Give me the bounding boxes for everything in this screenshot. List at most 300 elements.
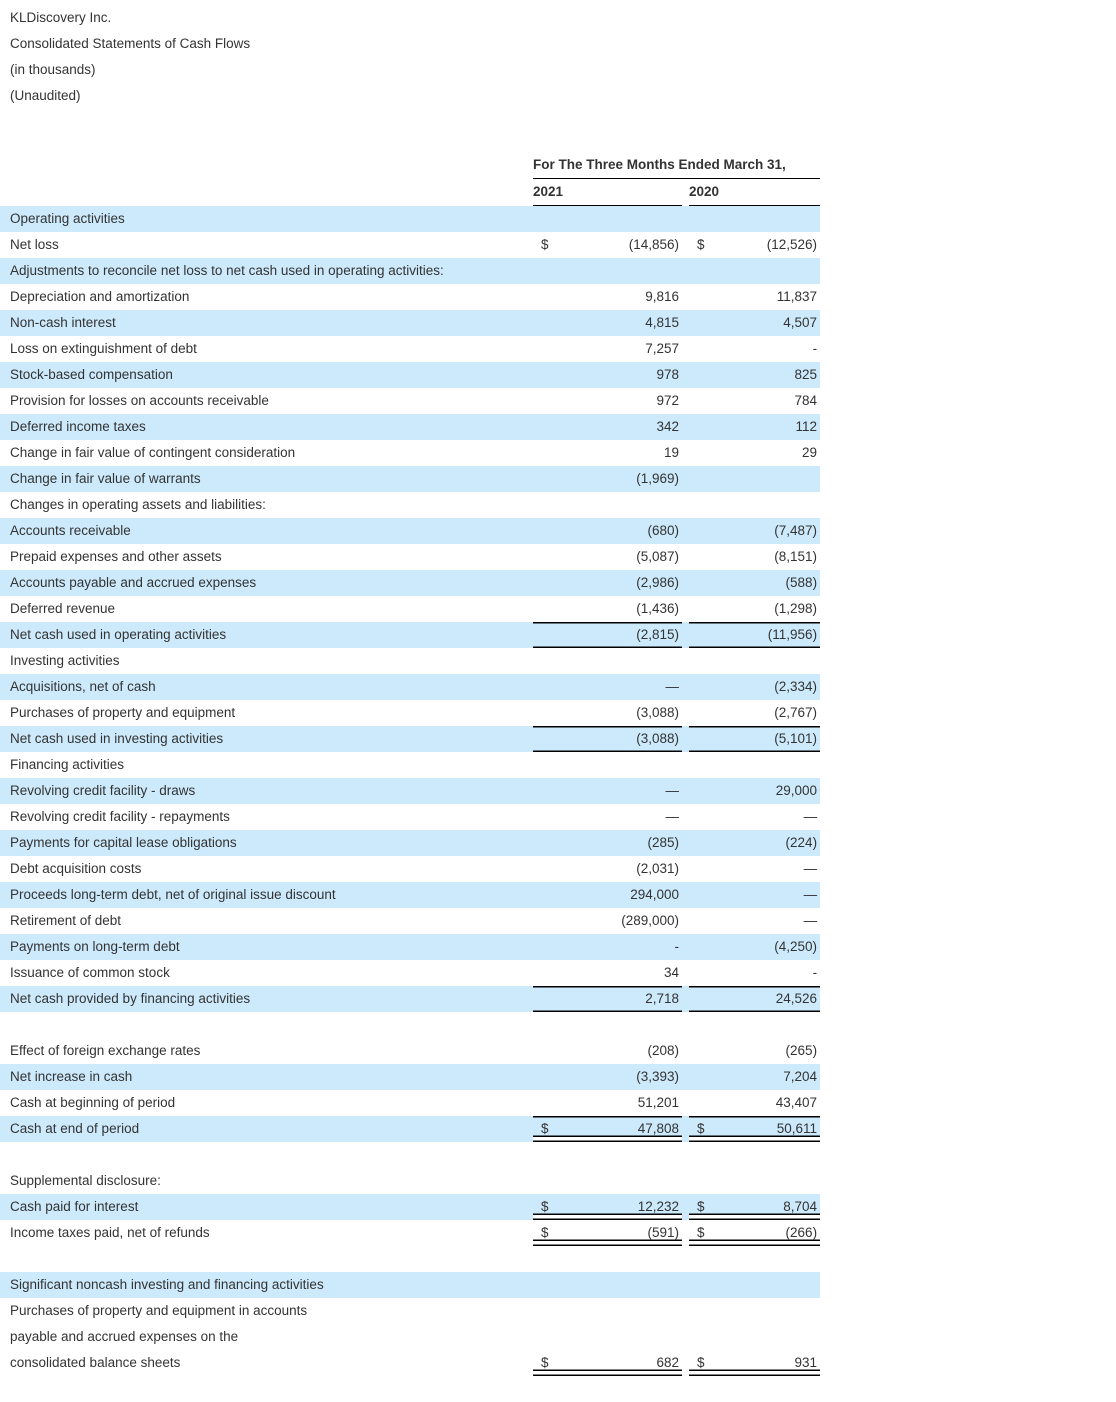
currency-symbol-2021 [533,492,559,518]
value-2021: — [559,804,682,830]
column-gap [682,310,689,336]
row-tail [820,544,1116,570]
value-2020: (2,334) [715,674,820,700]
value-2021: (3,393) [559,1064,682,1090]
value-2021 [559,648,682,674]
row-tail [820,778,1116,804]
row-label: Supplemental disclosure: [0,1168,533,1194]
value-2021 [559,258,682,284]
value-2020 [715,206,820,233]
column-gap [682,882,689,908]
spacer-row [0,1246,1116,1272]
row-label: Net increase in cash [0,1064,533,1090]
value-2021 [559,1168,682,1194]
currency-symbol-2021 [533,1038,559,1064]
value-2020: 43,407 [715,1090,820,1116]
column-gap [682,856,689,882]
value-2020: 784 [715,388,820,414]
currency-symbol-2021 [533,362,559,388]
currency-symbol-2020 [689,830,715,856]
row-tail [820,1298,1116,1324]
row-label: Revolving credit facility - repayments [0,804,533,830]
row-label: Effect of foreign exchange rates [0,1038,533,1064]
currency-symbol-2020 [689,934,715,960]
column-gap [682,206,689,233]
row-label: Payments on long-term debt [0,934,533,960]
row-label: Significant noncash investing and financing activities [0,1272,533,1298]
value-2020: — [715,856,820,882]
value-2021 [559,1142,682,1168]
row-label: Provision for losses on accounts receivable [0,388,533,414]
currency-symbol-2021 [533,1246,559,1272]
row-tail [820,1350,1116,1376]
table-row [0,388,1116,414]
column-gap [682,1246,689,1272]
spacer-row [0,1012,1116,1038]
currency-symbol-2021 [533,1298,559,1324]
value-2021: 34 [559,960,682,986]
column-gap [682,492,689,518]
table-row [0,830,1116,856]
column-gap [682,232,689,258]
currency-symbol-2021: $ [533,1194,559,1220]
row-tail [820,830,1116,856]
row-tail [820,570,1116,596]
value-2021: (2,986) [559,570,682,596]
row-tail [820,1220,1116,1246]
table-row [0,752,1116,778]
column-gap [682,1324,689,1350]
column-gap [682,778,689,804]
table-row [0,778,1116,804]
value-2020 [715,258,820,284]
column-gap [682,622,689,648]
value-2021: 2,718 [559,986,682,1012]
value-2021: 9,816 [559,284,682,310]
row-label: consolidated balance sheets [0,1350,533,1376]
currency-symbol-2021 [533,414,559,440]
column-gap [682,1220,689,1246]
column-gap [682,1090,689,1116]
currency-symbol-2021 [533,518,559,544]
currency-symbol-2021 [533,310,559,336]
row-tail [820,882,1116,908]
row-label: Cash paid for interest [0,1194,533,1220]
column-gap [682,518,689,544]
column-gap [682,1168,689,1194]
value-2020: 4,507 [715,310,820,336]
currency-symbol-2021 [533,856,559,882]
row-label: Stock-based compensation [0,362,533,388]
column-gap [682,284,689,310]
header-year-row [0,179,1116,206]
row-tail [820,1272,1116,1298]
table-row [0,1116,1116,1142]
row-label: Adjustments to reconcile net loss to net cash used in operating activities: [0,258,533,284]
currency-symbol-2021 [533,622,559,648]
statement-title: Consolidated Statements of Cash Flows [10,36,251,51]
value-2021: (285) [559,830,682,856]
column-gap [682,466,689,492]
header-year-spacer-cell [0,179,533,206]
column-gap [682,1012,689,1038]
row-tail [820,622,1116,648]
row-label: Payments for capital lease obligations [0,830,533,856]
column-gap [682,1298,689,1324]
currency-symbol-2020: $ [689,1350,715,1376]
value-2020: (2,767) [715,700,820,726]
row-label: Non-cash interest [0,310,533,336]
value-2020: 50,611 [715,1116,820,1142]
column-gap [682,1064,689,1090]
table-row [0,206,1116,233]
header-year-tail-cell [820,179,1116,206]
table-row [0,1298,1116,1324]
column-gap [682,596,689,622]
currency-symbol-2020 [689,570,715,596]
value-2021: 978 [559,362,682,388]
table-row [0,1168,1116,1194]
table-row [0,1038,1116,1064]
value-2020: 112 [715,414,820,440]
value-2021: 342 [559,414,682,440]
value-2020: 8,704 [715,1194,820,1220]
table-row [0,934,1116,960]
header-period-row [0,152,1116,179]
currency-symbol-2021 [533,804,559,830]
row-tail [820,1194,1116,1220]
value-2020 [715,466,820,492]
value-2021 [559,1012,682,1038]
row-label: Depreciation and amortization [0,284,533,310]
currency-symbol-2020 [689,778,715,804]
row-label: Proceeds long-term debt, net of original issue discount [0,882,533,908]
currency-symbol-2020 [689,908,715,934]
currency-symbol-2021 [533,1064,559,1090]
value-2020: (1,298) [715,596,820,622]
currency-symbol-2021 [533,986,559,1012]
currency-symbol-2020 [689,726,715,752]
table-row [0,1064,1116,1090]
currency-symbol-2020 [689,258,715,284]
audit-status-note: (Unaudited) [10,88,81,103]
value-2021 [559,1324,682,1350]
document-title-block [10,5,710,109]
currency-symbol-2020 [689,1012,715,1038]
currency-symbol-2020 [689,284,715,310]
table-row [0,986,1116,1012]
column-gap [682,986,689,1012]
value-2020 [715,1272,820,1298]
currency-symbol-2020 [689,752,715,778]
row-tail [820,1090,1116,1116]
currency-symbol-2021 [533,1142,559,1168]
row-tail [820,362,1116,388]
row-label: Changes in operating assets and liabilities: [0,492,533,518]
column-gap [682,726,689,752]
currency-symbol-2020: $ [689,1116,715,1142]
value-2021 [559,1272,682,1298]
currency-symbol-2021 [533,778,559,804]
value-2021: (680) [559,518,682,544]
currency-symbol-2021 [533,1168,559,1194]
row-tail [820,1168,1116,1194]
value-2020 [715,1012,820,1038]
row-tail [820,492,1116,518]
row-label: Accounts receivable [0,518,533,544]
value-2021: 682 [559,1350,682,1376]
currency-symbol-2020 [689,1246,715,1272]
row-tail [820,310,1116,336]
currency-symbol-2021 [533,908,559,934]
table-row [0,570,1116,596]
table-row [0,310,1116,336]
row-tail [820,648,1116,674]
currency-symbol-2021 [533,882,559,908]
currency-symbol-2021 [533,1012,559,1038]
row-tail [820,960,1116,986]
value-2021: (3,088) [559,700,682,726]
currency-symbol-2020 [689,882,715,908]
value-2020: (12,526) [715,232,820,258]
cash-flow-table [0,152,1116,1376]
table-row [0,1324,1116,1350]
value-2020 [715,1168,820,1194]
header-spacer-cell [0,152,533,179]
table-row [0,1220,1116,1246]
table-row [0,1350,1116,1376]
currency-symbol-2021 [533,388,559,414]
row-label: Acquisitions, net of cash [0,674,533,700]
currency-symbol-2021 [533,934,559,960]
table-row [0,882,1116,908]
currency-symbol-2020 [689,544,715,570]
value-2020: (8,151) [715,544,820,570]
value-2021 [559,492,682,518]
table-row [0,700,1116,726]
currency-symbol-2020: $ [689,1220,715,1246]
currency-symbol-2020 [689,986,715,1012]
table-row [0,336,1116,362]
value-2021: (1,436) [559,596,682,622]
row-tail [820,1246,1116,1272]
row-tail [820,206,1116,233]
value-2020: — [715,908,820,934]
value-2021 [559,1298,682,1324]
value-2020: — [715,882,820,908]
row-tail [820,258,1116,284]
value-2021: (3,088) [559,726,682,752]
value-2021: - [559,934,682,960]
table-row [0,1272,1116,1298]
row-label: Net cash used in operating activities [0,622,533,648]
currency-symbol-2020 [689,856,715,882]
currency-symbol-2020 [689,648,715,674]
currency-symbol-2020 [689,1038,715,1064]
table-row [0,596,1116,622]
currency-symbol-2020 [689,362,715,388]
table-row [0,232,1116,258]
value-2021 [559,752,682,778]
table-row [0,284,1116,310]
table-row [0,362,1116,388]
table-row [0,908,1116,934]
value-2021: 12,232 [559,1194,682,1220]
column-gap [682,934,689,960]
currency-symbol-2020 [689,466,715,492]
currency-symbol-2020 [689,1142,715,1168]
value-2020: (7,487) [715,518,820,544]
currency-symbol-2021 [533,700,559,726]
table-row [0,726,1116,752]
row-tail [820,986,1116,1012]
currency-symbol-2020 [689,492,715,518]
row-tail [820,284,1116,310]
currency-symbol-2021 [533,830,559,856]
column-gap [682,1272,689,1298]
row-label: Cash at beginning of period [0,1090,533,1116]
row-tail [820,414,1116,440]
column-gap [682,414,689,440]
currency-symbol-2020 [689,622,715,648]
header-tail-cell [820,152,1116,179]
value-2021: 51,201 [559,1090,682,1116]
row-tail [820,596,1116,622]
currency-symbol-2020 [689,674,715,700]
row-label: Deferred income taxes [0,414,533,440]
value-2021: 294,000 [559,882,682,908]
row-label: Deferred revenue [0,596,533,622]
row-label: Prepaid expenses and other assets [0,544,533,570]
header-period-label: For The Three Months Ended March 31, [533,152,820,179]
row-label: Financing activities [0,752,533,778]
row-label: Purchases of property and equipment in accounts [0,1298,533,1324]
currency-symbol-2020 [689,1168,715,1194]
column-gap [682,544,689,570]
value-2021: 972 [559,388,682,414]
column-gap [682,388,689,414]
currency-symbol-2021 [533,440,559,466]
column-gap [682,1194,689,1220]
column-gap [682,648,689,674]
row-label [0,1142,533,1168]
row-label [0,1012,533,1038]
row-tail [820,388,1116,414]
value-2020 [715,1142,820,1168]
units-note: (in thousands) [10,62,96,77]
column-gap [682,700,689,726]
column-gap [682,804,689,830]
row-tail [820,726,1116,752]
currency-symbol-2020 [689,440,715,466]
value-2020: 931 [715,1350,820,1376]
currency-symbol-2020 [689,206,715,233]
row-tail [820,804,1116,830]
row-tail [820,700,1116,726]
value-2021: 47,808 [559,1116,682,1142]
value-2021: (591) [559,1220,682,1246]
currency-symbol-2020 [689,388,715,414]
column-gap [682,362,689,388]
currency-symbol-2021: $ [533,1220,559,1246]
table-row [0,856,1116,882]
row-label: Change in fair value of warrants [0,466,533,492]
row-tail [820,908,1116,934]
spacer-row [0,1142,1116,1168]
row-tail [820,336,1116,362]
value-2020 [715,1324,820,1350]
currency-symbol-2021 [533,752,559,778]
currency-symbol-2020 [689,1090,715,1116]
value-2020: (266) [715,1220,820,1246]
value-2021: (289,000) [559,908,682,934]
row-tail [820,1324,1116,1350]
currency-symbol-2021: $ [533,232,559,258]
table-row [0,960,1116,986]
currency-symbol-2021 [533,674,559,700]
value-2020: — [715,804,820,830]
currency-symbol-2021 [533,648,559,674]
currency-symbol-2021 [533,466,559,492]
currency-symbol-2021 [533,544,559,570]
column-gap [682,570,689,596]
column-gap [682,258,689,284]
currency-symbol-2020 [689,700,715,726]
value-2020: (224) [715,830,820,856]
table-row [0,544,1116,570]
currency-symbol-2021: $ [533,1350,559,1376]
value-2020: 29,000 [715,778,820,804]
table-row [0,1194,1116,1220]
value-2020: (11,956) [715,622,820,648]
column-gap [682,908,689,934]
currency-symbol-2020 [689,518,715,544]
row-label: Accounts payable and accrued expenses [0,570,533,596]
value-2020: (588) [715,570,820,596]
table-row [0,648,1116,674]
value-2020: 825 [715,362,820,388]
table-row [0,492,1116,518]
currency-symbol-2020 [689,1298,715,1324]
value-2021: (208) [559,1038,682,1064]
value-2020: - [715,336,820,362]
column-gap [682,1038,689,1064]
row-tail [820,752,1116,778]
row-tail [820,518,1116,544]
currency-symbol-2021 [533,258,559,284]
row-tail [820,674,1116,700]
row-tail [820,1038,1116,1064]
value-2020: 24,526 [715,986,820,1012]
row-label [0,1246,533,1272]
row-tail [820,1064,1116,1090]
table-row [0,518,1116,544]
header-year-gap-cell [682,179,689,206]
row-tail [820,466,1116,492]
currency-symbol-2020 [689,336,715,362]
row-label: Net loss [0,232,533,258]
row-tail [820,232,1116,258]
currency-symbol-2020 [689,310,715,336]
column-gap [682,1142,689,1168]
currency-symbol-2020: $ [689,1194,715,1220]
value-2020: 7,204 [715,1064,820,1090]
table-row [0,1090,1116,1116]
value-2021: (2,031) [559,856,682,882]
currency-symbol-2021: $ [533,1116,559,1142]
value-2020 [715,1246,820,1272]
row-label: Net cash used in investing activities [0,726,533,752]
